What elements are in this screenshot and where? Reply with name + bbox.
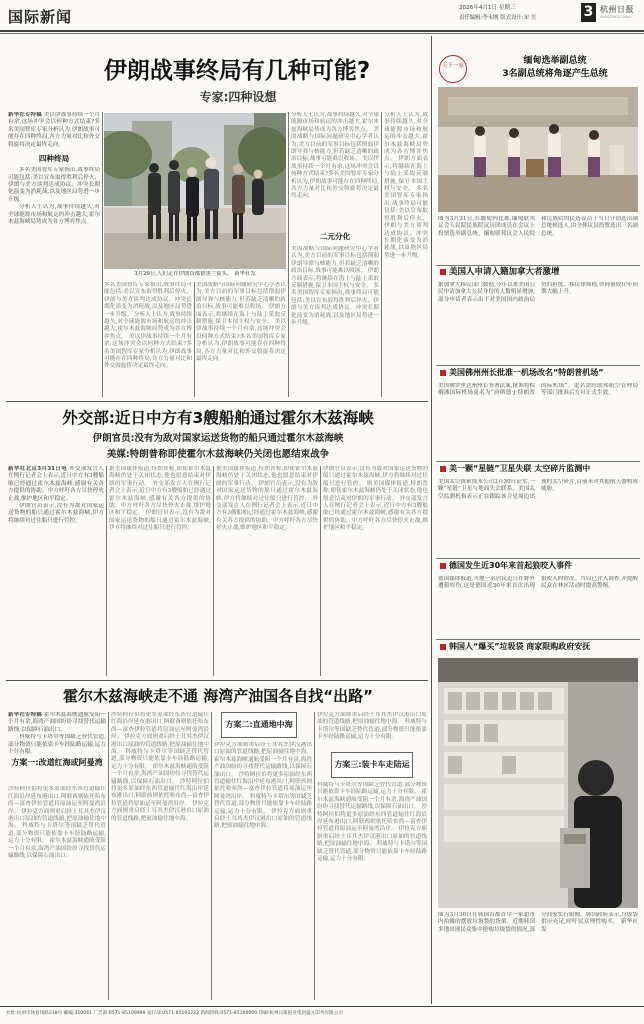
right-separator [436,558,640,559]
right-item-1-title [440,268,640,276]
column-divider [106,466,107,676]
section-label: 国际新闻 [8,8,73,26]
feature-logo [439,55,467,83]
lead-col2-text-b: 伊朗方面表示,将继续在海上与陆上采取反制措施,保卫本国主权与安全。 [196,304,286,326]
right-item-2-body: 美国佛罗里达州州长签署法案,批准将棕榈滩国际机场更名为“唐纳德·J·特朗普国际机场”。更名需经联邦航空管理局等部门批准后方可正式生效。 [438,383,638,397]
lead-body-2: 分析人士认为,战事持续越久,对全球能源市场和航运的冲击越大,霍尔木兹海峡局势成为各方博弈焦点。 [8,204,100,226]
column-divider [314,712,315,1000]
supermarket-photo [438,658,638,908]
second-headline: 外交部:近日中方有3艘船舶通过霍尔木兹海峡 [62,409,374,427]
second-column-1 [8,466,104,676]
red-bullet-icon [440,269,446,275]
header-rule-thin [0,33,644,34]
third-body-3-text: 伊拉克方面则重启经土耳其杰伊汉港出口原油的管道线路,把原油输往地中海。 [8,808,106,830]
right-item-4-title [440,562,640,570]
item-1-title-text: 美国人申请入籍加拿大者激增 [449,267,560,277]
column-divider [288,112,289,397]
lead-col4-text-b: 美国战略与国际问题研究中心学者认为,美方目前的军事目标包括削弱伊朗导弹与核能力,但若缺乏清晰的政治目标,战事可能难以收场。 [291,126,379,163]
third-col2-c: 科威特与卡塔尔等国缺乏替代管道,部分物资只能依靠卡车经陆路运输,运力十分有限。 [111,749,209,770]
lead-body-continued: 多名美国智库专家指出,战事终局可能包括:美以宣布取得胜利后停火、伊朗与美方谈判达成协议、冲突长期化演变为消耗战,以及地区局势进一步升级。 [104,282,192,318]
right-item-3-body: 美国太空探索技术公司3月30日证实,一颗“星链”卫星与地面失去联系。美国太空监测机构表示正在跟踪该卫星周边出现的太空碎片,目前未对其他航天器构成威胁。 [438,479,638,500]
third-body-1 [8,712,106,734]
right-item-3-title [440,465,640,473]
third-col2-d: 霍尔木兹海峡通航受阻一个月有余,海湾产油国纷纷寻找替代运输路线,以保障石油出口。 [111,763,209,785]
right-separator [436,639,640,640]
plan3-heading: 方案三:装卡车走陆运 [331,752,413,778]
third-col4-a: 伊拉克方面则重启经土耳其杰伊汉港出口原油的管道线路,把原油输往地中海。 [317,712,427,726]
lead-intro-text: 美以伊战事持续一个月有余,这场冲突会以何种方式结束?多名美国智库专家分析认为,伊朗战事可能存在四种终局,各方力量对比和外交斡旋将决定最终走向。 [8,112,100,148]
second-column-3 [216,466,318,676]
feature-body: 图为3月31日,在缅甸内比都,缅甸联邦议会人民院民族院议员团成员在会议上投票选举副总统。缅甸联邦议会人民院和民族院的民选议员于当日分别选出副总统候选人,由全体议员投票选出三名副总统。 [438,216,638,237]
footer-line: 社址:杭州市体育场路218号 邮编:310041 广告部:0571-85109999 发行部:0571-85102222 新闻热线:0571-85100000 印刷:杭州日报报业集团盛元印务有限公司 [6,1011,343,1016]
third-col2-a: 沙特阿拉伯将更多原油经东西管道输往红海沿岸延布港出口,阿联酋则依托哈布尚—富查伊拉管道将原油运至阿曼湾沿岸。 [111,712,209,741]
lead-text-block-3 [196,282,286,397]
lead-col2-text-a: 美国战略与国际问题研究中心学者认为,美方目前的军事目标包括削弱伊朗导弹与核能力,但若缺乏清晰的政治目标,战事可能难以收场。 [196,282,286,311]
second-body-7: 伊朗官员表示,没有为敌对国家运送货物的船只通过霍尔木兹海峡,伊方将继续对过往船只进行管控。 [216,480,318,502]
story-separator [6,401,428,402]
third-col2-e: 沙特阿拉伯将更多原油经东西管道输往红海沿岸延布港出口,阿联酋则依托哈布尚—富查伊拉管道将原油运至阿曼湾沿岸。 [111,778,209,807]
second-byline: 新华社北京3月31日电 [8,466,68,472]
column-divider [102,112,103,397]
item-5-title-text: 韩国人“爆买”垃圾袋 商家限购政府安抚 [449,642,591,651]
column-divider [213,466,214,676]
second-body-3: 据美国媒体报道,特朗普称,即使霍尔木兹海峡仍处于关闭状态,他也愿意结束对伊朗的军事行动。 [109,466,211,487]
second-sub2: 美媒:特朗普称即使霍尔木兹海峡仍关闭也愿结束战争 [106,449,330,460]
column-divider [320,466,321,676]
second-body-4: 外交部发言人在例行记者会上表示,近日中方有3艘船舶已经通过霍尔木兹海峡,感谢有关各方提供的协助。中方呼吁各方尽快停火止战,维护地区和平稳定。 [109,480,211,517]
feature-title-1: 缅甸选举副总统 [523,56,587,66]
street-scene-image [104,113,286,269]
second-body-5: 伊朗官员表示,没有为敌对国家运送货物的船只通过霍尔木兹海峡,伊方将继续对过往船只进行管控。 [109,510,211,532]
third-col3-a: 伊拉克方面则重启经土耳其杰伊汉港出口原油的管道线路,把原油输往地中海。 [214,742,312,756]
plan1-box-wrap [8,759,106,783]
lead-text-block-2 [104,282,192,397]
footer-rule [0,1006,644,1007]
second-body-6: 据美国媒体报道,特朗普称,即使霍尔木兹海峡仍处于关闭状态,他也愿意结束对伊朗的军事行动。 [216,466,318,487]
feature-title-2: 3名副总统将角逐产生总统 [502,69,608,79]
third-byline: 新华社专特稿 [8,712,42,718]
third-intro-2: 科威特与卡塔尔等国缺乏替代管道,部分物资只能依靠卡车经陆路运输,运力十分有限。 [8,734,106,756]
right-separator [436,265,640,266]
feature-photo-myanmar-vote [438,87,638,212]
header-rule [0,30,644,32]
lead-headline: 伊朗战事终局有几种可能? [103,58,371,84]
lead-section-heading: 四种终局 [38,154,70,164]
second-body-1 [8,466,104,503]
item-4-title-text: 德国发生近30年来首起狼咬人事件 [449,561,573,570]
third-col3-d: 科威特与卡塔尔等国缺乏替代管道,部分物资只能依靠卡车经陆路运输,运力十分有限。 [214,793,312,815]
third-col4-d: 霍尔木兹海峡通航受阻一个月有余,海湾产油国纷纷寻找替代运输路线,以保障石油出口。 [317,789,427,811]
column-divider [381,112,382,397]
page-number: 3 [581,3,596,22]
column-divider [108,712,109,1000]
third-column-3 [214,742,312,1000]
lead-body-continued-3: 美以伊战事持续一个月有余,这场冲突会以何种方式结束?多名美国智库专家分析认为,伊朗战事可能存在四种终局,各方力量对比和外交斡旋将决定最终走向。 [104,333,192,370]
red-bullet-icon [440,644,446,650]
item-2-title-text: 美国佛州州长批准一机场改名“特朗普机场” [449,368,604,377]
column-divider [211,712,212,1000]
second-sub1: 伊朗官员:没有为敌对国家运送货物的船只通过霍尔木兹海峡 [92,433,344,444]
right-item-2-title [440,369,640,377]
lead-col4-text-c: 美以伊战事持续一个月有余,这场冲突会以何种方式结束?多名美国智库专家分析认为,伊朗战事可能存在四种终局,各方力量对比和外交斡旋将决定最终走向。 [291,156,379,200]
right-separator [436,365,640,366]
third-body-4-text: 科威特与卡塔尔等国缺乏替代管道,部分物资只能依靠卡车经陆路运输,运力十分有限。 [8,823,106,845]
date-line: 2026年4月1日 星期三 [459,5,516,11]
garbage-bag-shelf-image [438,658,638,908]
third-col3-b: 霍尔木兹海峡通航受阻一个月有余,海湾产油国纷纷寻找替代运输路线,以保障石油出口。 [214,756,312,778]
lead-photo-caption: 3月29日,人们走在伊朗首都德黑兰街头。 新华社发 [134,271,256,277]
third-body-1-text: 霍尔木兹海峡通航受阻一个月有余,海湾产油国纷纷寻找替代运输路线,以保障石油出口。 [8,712,106,733]
lead-text-block-6 [384,112,428,397]
second-body-9: 伊朗官员表示,没有为敌对国家运送货物的船只通过霍尔木兹海峡,伊方将继续对过往船只进行管控。 [323,466,428,487]
red-bullet-icon [440,466,446,472]
item-3-title-text: 美一颗“星链”卫星失联 太空碎片监测中 [449,464,591,473]
third-body-5-text: 霍尔木兹海峡通航受阻一个月有余,海湾产油国纷纷寻找替代运输路线,以保障石油出口。 [8,838,106,860]
column-divider [194,282,195,397]
third-col4-f: 伊拉克方面则重启经土耳其杰伊汉港出口原油的管道线路,把原油输往地中海。 [317,826,427,848]
second-body-2: 伊朗官员表示,没有为敌对国家运送货物的船只通过霍尔木兹海峡,伊方将继续对过往船只进行管控。 [8,503,104,524]
parliament-voting-image [438,87,638,212]
third-headline: 霍尔木兹海峡走不通 海湾产油国各自找“出路” [63,687,373,705]
third-col2-f: 伊拉克方面则重启经土耳其杰伊汉港出口原油的管道线路,把原油输往地中海。 [111,800,209,822]
lead-byline: 新华社专特稿 [8,112,42,118]
third-col3-c: 沙特阿拉伯将更多原油经东西管道输往红海沿岸延布港出口,阿联酋则依托哈布尚—富查伊拉管道将原油运至阿曼湾沿岸。 [214,771,312,800]
lead-column-1 [8,112,100,397]
feature-text [438,216,638,262]
second-body-11: 外交部发言人在例行记者会上表示,近日中方有3艘船舶已经通过霍尔木兹海峡,感谢有关各方提供的协助。中方呼吁各方尽快停火止战,维护地区和平稳定。 [323,495,428,532]
main-right-divider [431,36,432,1004]
lead-col4-text-f: 多名美国智库专家指出,战事终局可能包括:美以宣布取得胜利后停火、伊朗与美方谈判达成协议、冲突长期化演变为消耗战,以及地区局势进一步升级。 [291,283,379,327]
third-body-2 [8,786,106,1000]
right-item-5-body: 图为3月30日在韩国首都首尔一家超市内拍摄的摆放垃圾袋的货架。近期韩国多地出现民众集中抢购垃圾袋的情况,部分商家实行限购。韩国政府表示,垃圾袋供应充足,呼吁民众理性购买。 新华社发 [438,912,638,933]
third-col2-b: 伊拉克方面则重启经土耳其杰伊汉港出口原油的管道线路,把原油输往地中海。 [111,734,209,756]
right-item-4-body: 德国媒体报道,当地一名居民近日在野外遭狼咬伤,这是德国近30年来首次出现狼咬人的情况。当局已介入调查,并提醒民众在林区活动时提高警惕。 [438,576,638,590]
paper-name-en: HANGZHOU DAILY [600,15,632,19]
third-column-1 [8,712,106,1000]
third-column-2 [111,712,209,1000]
lead-col4-text-e: 伊朗方面表示,将继续在海上与陆上采取反制措施,保卫本国主权与安全。 [291,268,379,290]
third-col4-e: 沙特阿拉伯将更多原油经东西管道输往红海沿岸延布港出口,阿联酋则依托哈布尚—富查伊拉管道将原油运至阿曼湾沿岸。 [317,804,427,833]
paper-name: 杭州日报 [600,4,634,14]
plan1-heading-label: 方案一:改道红海或阿曼湾 [11,758,103,768]
lead-photo-tehran-street [104,113,286,269]
lead-text-block-5 [291,246,379,397]
lead-col4-text-a: 分析人士认为,战事持续越久,对全球能源市场和航运的冲击越大,霍尔木兹海峡局势成为各方博弈焦点。 [291,112,379,133]
red-bullet-icon [440,370,446,376]
lead-intro [8,112,100,149]
third-column-4b [317,782,427,1000]
red-bullet-icon [440,563,446,569]
second-column-2 [109,466,211,676]
right-separator [436,461,640,462]
plan2-heading: 方案二:直通地中海 [221,712,297,738]
third-column-4a [317,712,427,750]
third-col4-g: 科威特与卡塔尔等国缺乏替代管道,部分物资只能依靠卡车经陆路运输,运力十分有限。 [317,841,427,863]
third-body-2-text: 沙特阿拉伯将更多原油经东西管道输往红海沿岸延布港出口,阿联酋则依托哈布尚—富查伊拉管道将原油运至阿曼湾沿岸。 [8,786,106,815]
third-col3-e: 伊拉克方面则重启经土耳其杰伊汉港出口原油的管道线路,把原油输往地中海。 [214,808,312,830]
right-item-1-body: 据加拿大移民部门数据,今年以来美国公民申请加拿大公民身份的人数明显增加,部分申请者表示出于对美国国内政治局势的担忧。移民律师称,咨询量较往年同期大幅上升。 [438,282,638,303]
story-separator [6,680,428,681]
editor-line: 责任编辑:李永刚 版式设计:宋 昱 [459,15,537,21]
third-col4-c: 科威特与卡塔尔等国缺乏替代管道,部分物资只能依靠卡车经陆路运输,运力十分有限。 [317,782,427,796]
lead-col5-text-a: 分析人士认为,战事持续越久,对全球能源市场和航运的冲击越大,霍尔木兹海峡局势成为各方博弈焦点。 [384,112,428,163]
lead-col5-text-c: 多名美国智库专家指出,战事终局可能包括:美以宣布取得胜利后停火、伊朗与美方谈判达成协议、冲突长期化演变为消耗战,以及地区局势进一步升级。 [384,186,428,259]
lead-text-block-4 [291,112,379,230]
second-body-10: 据美国媒体报道,特朗普称,即使霍尔木兹海峡仍处于关闭状态,他也愿意结束对伊朗的军事行动。 [323,480,428,502]
lead-body-1: 多名美国智库专家指出,战事终局可能包括:美以宣布取得胜利后停火、伊朗与美方谈判达成协议、冲突长期化演变为消耗战,以及地区局势进一步升级。 [8,167,100,203]
second-body-1-text: 外交部发言人在例行记者会上表示,近日中方有3艘船舶已经通过霍尔木兹海峡,感谢有关各方提供的协助。中方呼吁各方尽快停火止战,维护地区和平稳定。 [8,466,104,502]
second-column-4 [323,466,428,676]
lead-col2-heading: 二元分化 [319,232,351,241]
lead-body-continued-2: 分析人士认为,战事持续越久,对全球能源市场和航运的冲击越大,霍尔木兹海峡局势成为各方博弈焦点。 [104,311,192,340]
feature-logo-text: 天下一家 [441,63,464,69]
third-col4-b: 科威特与卡塔尔等国缺乏替代管道,部分物资只能依靠卡车经陆路运输,运力十分有限。 [317,719,427,741]
lead-col2-text-c: 美以伊战事持续一个月有余,这场冲突会以何种方式结束?多名美国智库专家分析认为,伊朗战事可能存在四种终局,各方力量对比和外交斡旋将决定最终走向。 [196,319,286,363]
lead-col4-text-d: 美国战略与国际问题研究中心学者认为,美方目前的军事目标包括削弱伊朗导弹与核能力,但若缺乏清晰的政治目标,战事可能难以收场。 [291,246,379,275]
lead-col5-text-b: 伊朗方面表示,将继续在海上与陆上采取反制措施,保卫本国主权与安全。 [384,156,428,193]
right-item-5-title [440,643,640,651]
lead-deck: 专家:四种设想 [199,90,277,104]
second-body-8: 外交部发言人在例行记者会上表示,近日中方有3艘船舶已经通过霍尔木兹海峡,感谢有关各方提供的协助。中方呼吁各方尽快停火止战,维护地区和平稳定。 [216,495,318,532]
